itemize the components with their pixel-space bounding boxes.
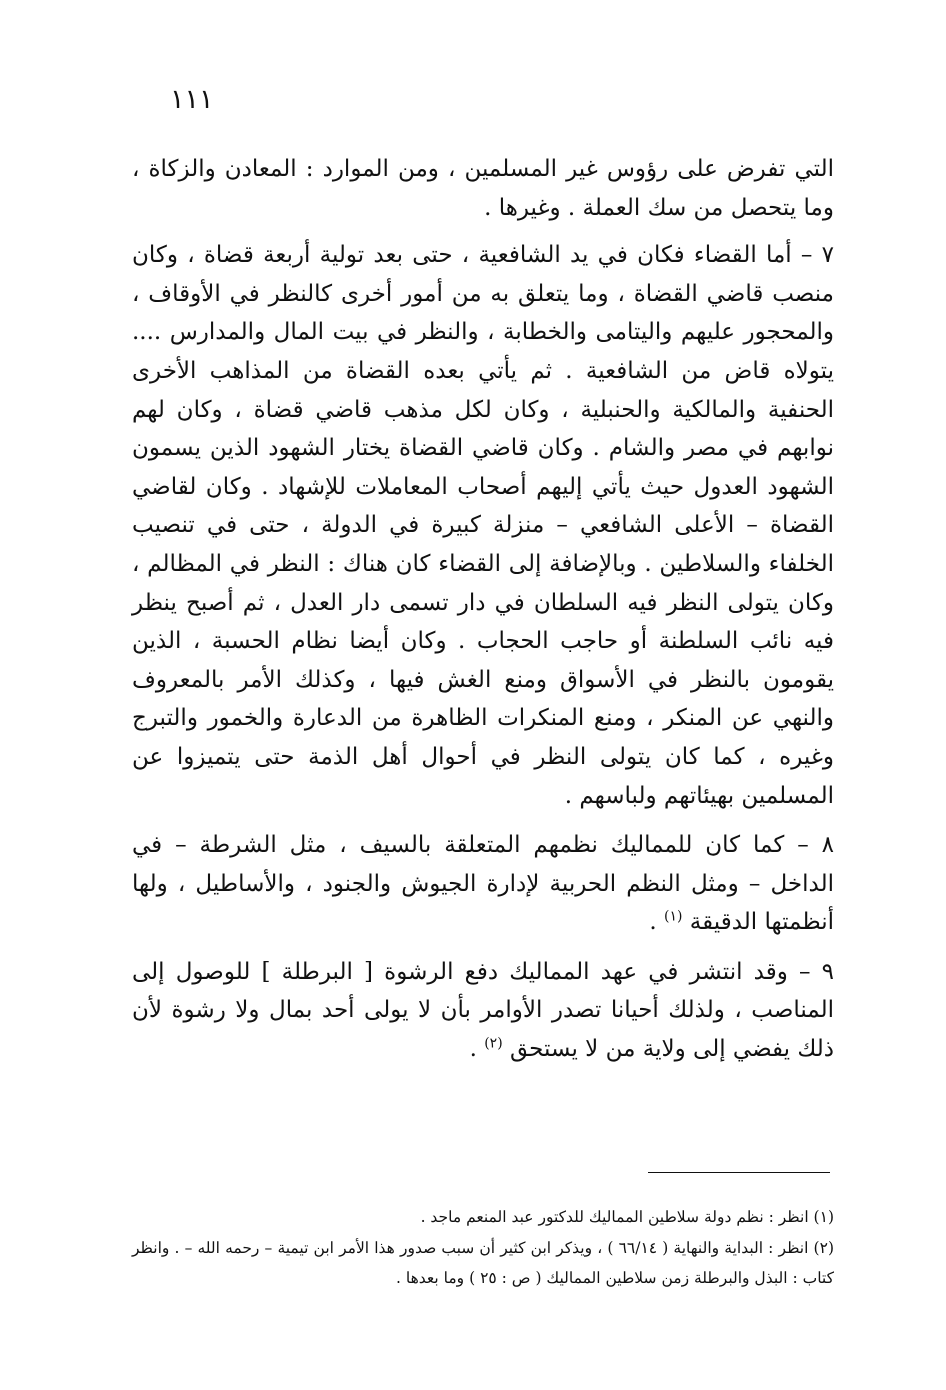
main-text <box>132 150 834 1080</box>
paragraph-7-judiciary <box>132 236 834 815</box>
footnote-2: (٢) انظر : البداية والنهاية ( ٦٦/١٤ ) ، ويذكر ابن كثير أن سبب صدور هذا الأمر ابن تيمية – رحمه الله – . وانظر كتاب : البذل والبرطلة زمن سلاطين المماليك ( ص : ٢٥ ) وما بعدها . <box>132 1238 834 1287</box>
paragraph-text: ٨ – كما كان للمماليك نظمهم المتعلقة بالسيف ، مثل الشرطة – في الداخل – ومثل النظم الحربية لإدارة الجيوش والجنود ، والأساطيل ، ولها أنظمتها الدقيقة <box>132 832 834 936</box>
page-number: ١١١ <box>170 84 214 115</box>
paragraph-text: التي تفرض على رؤوس غير المسلمين ، ومن الموارد : المعادن والزكاة ، وما يتحصل من سك العملة . وغيرها . <box>132 156 834 221</box>
paragraph-end-mark: . <box>469 1036 485 1063</box>
paragraph-8-military <box>132 826 834 942</box>
footnote-reference-2: (٢) <box>484 1035 503 1052</box>
paragraph-text: ٧ – أما القضاء فكان في يد الشافعية ، حتى بعد تولية أربعة قضاة ، وكان منصب قاضي القضاة ، وما يتعلق به من أمور أخرى كالنظر في الأوقاف ، والمحجور عليهم واليتامى والخطابة ، والنظر في بيت المال والمدارس .... يتولاه قاض من الشافعية . ثم يأتي بعده القضاة من المذاهب الأخرى الحنفية والمالكية والحنبلية ، وكان لكل مذهب قاضي قضاة ، وكان لهم نوابهم في مصر والشام . وكان قاضي القضاة يختار الشهود الذين يسمون الشهود العدول حيث يأتي إليهم أصحاب المعاملات للإشهاد . وكان لقاضي القضاة – الأعلى الشافعي – منزلة كبيرة في الدولة ، حتى في تنصيب الخلفاء والسلاطين . وبالإضافة إلى القضاء كان هناك : النظر في المظالم ، وكان يتولى النظر فيه السلطان في دار تسمى دار العدل ، ثم أصبح ينظر فيه نائب السلطنة أو حاجب الحجاب . وكان أيضا نظام الحسبة ، الذين يقومون بالنظر في الأسواق ومنع الغش فيها ، وكذلك الأمر بالمعروف والنهي عن المنكر ، ومنع المنكرات الظاهرة من الدعارة والخمور والتبرج وغيره ، كما كان يتولى النظر في أحوال أهل الذمة حتى يتميزوا عن المسلمين بهيئاتهم ولباسهم . <box>132 242 835 809</box>
paragraph-intro <box>132 150 834 227</box>
paragraph-9-bribery <box>132 953 834 1069</box>
paragraph-end-mark: . <box>649 909 665 936</box>
footnotes <box>132 1202 834 1294</box>
paragraph-text: ٩ – وقد انتشر في عهد المماليك دفع الرشوة [ البرطلة ] للوصول إلى المناصب ، ولذلك أحيانا تصدر الأوامر بأن لا يولى أحد بمال ولا رشوة لأن ذلك يفضي إلى ولاية من لا يستحق <box>132 958 834 1063</box>
footnote-1: (١) انظر : نظم دولة سلاطين المماليك للدكتور عبد المنعم ماجد . <box>420 1208 834 1226</box>
footnote-divider <box>648 1172 830 1173</box>
footnote-reference-1: (١) <box>664 908 683 925</box>
